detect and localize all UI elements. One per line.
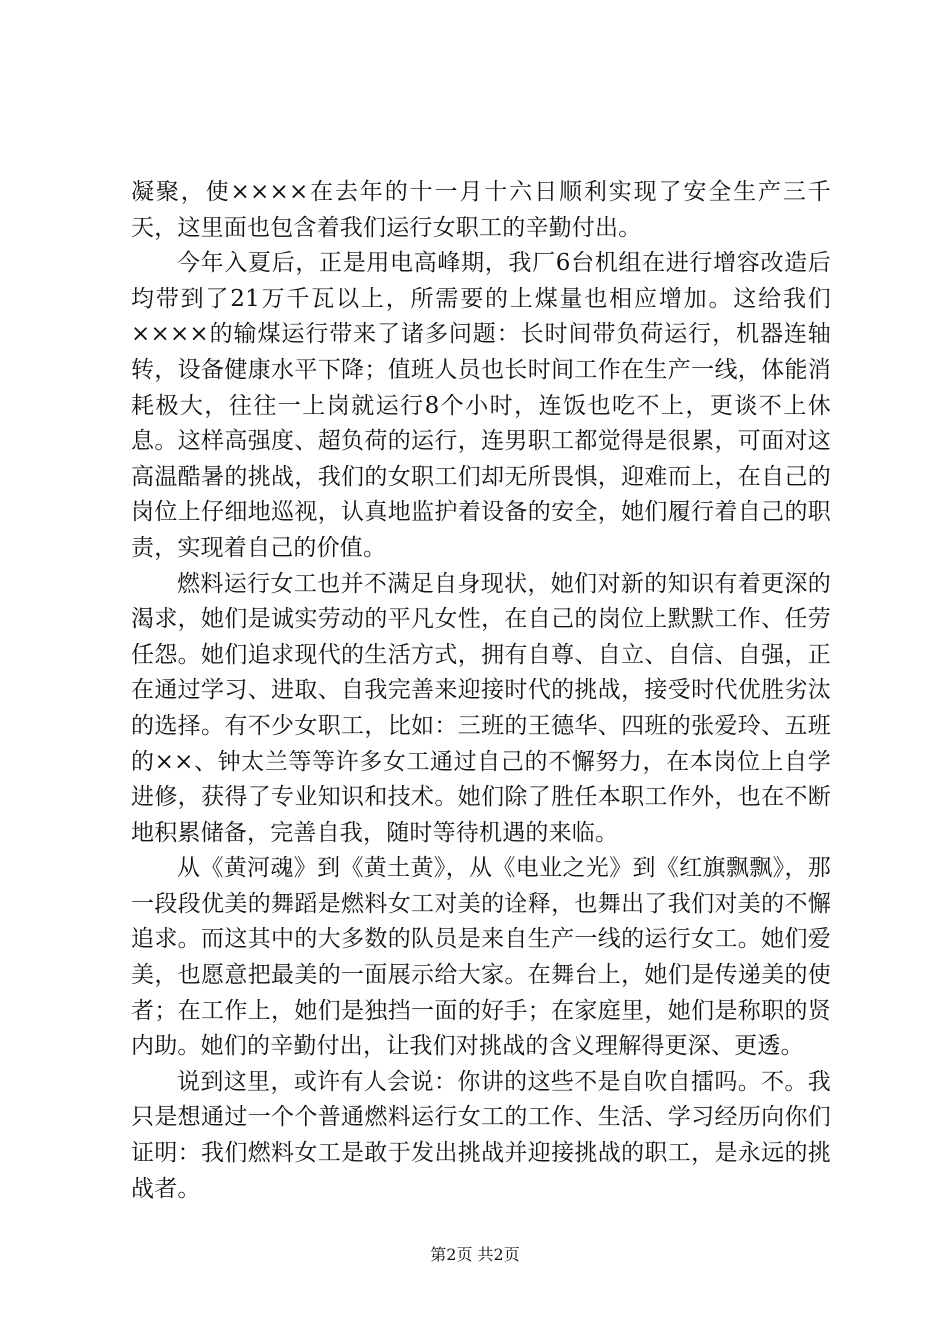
- paragraph-summer-peak: 今年入夏后，正是用电高峰期，我厂6台机组在进行增容改造后均带到了21万千瓦以上，所需要的上煤量也相应增加。这给我们××××的输煤运行带来了诸多问题：长时间带负荷运行，机器连轴转，设备健康水平下降；值班人员也长时间工作在生产一线，体能消耗极大，往往一上岗就运行8个小时，连饭也吃不上，更谈不上休息。这样高强度、超负荷的运行，连男职工都觉得是很累，可面对这高温酷暑的挑战，我们的女职工们却无所畏惧，迎难而上，在自己的岗位上仔细地巡视，认真地监护着设备的安全，她们履行着自己的职责，实现着自己的价值。: [131, 250, 831, 561]
- document-body: [131, 175, 831, 1207]
- paragraph-continuation: 凝聚，使××××在去年的十一月十六日顺利实现了安全生产三千天，这里面也包含着我们运行女职工的辛勤付出。: [131, 179, 831, 241]
- paragraph-dance: 从《黄河魂》到《黄土黄》，从《电业之光》到《红旗飘飘》，那一段段优美的舞蹈是燃料女工对美的诠释，也舞出了我们对美的不懈追求。而这其中的大多数的队员是来自生产一线的运行女工。她们爱美，也愿意把最美的一面展示给大家。在舞台上，她们是传递美的使者；在工作上，她们是独挡一面的好手；在家庭里，她们是称职的贤内助。她们的辛勤付出，让我们对挑战的含义理解得更深、更透。: [131, 855, 831, 1060]
- paragraph-self-improvement: 燃料运行女工也并不满足自身现状，她们对新的知识有着更深的渴求，她们是诚实劳动的平凡女性，在自己的岗位上默默工作、任劳任怨。她们追求现代的生活方式，拥有自尊、自立、自信、自强，正在通过学习、进取、自我完善来迎接时代的挑战，接受时代优胜劣汰的选择。有不少女职工，比如：三班的王德华、四班的张爱玲、五班的××、钟太兰等等许多女工通过自己的不懈努力，在本岗位上自学进修，获得了专业知识和技术。她们除了胜任本职工作外，也在不断地积累储备，完善自我，随时等待机遇的来临。: [131, 570, 831, 846]
- page-number-footer: 第2页 共2页: [430, 1245, 520, 1264]
- paragraph-conclusion: 说到这里，或许有人会说：你讲的这些不是自吹自擂吗。不。我只是想通过一个个普通燃料运行女工的工作、生活、学习经历向你们证明：我们燃料女工是敢于发出挑战并迎接挑战的职工，是永远的挑战者。: [131, 1068, 831, 1202]
